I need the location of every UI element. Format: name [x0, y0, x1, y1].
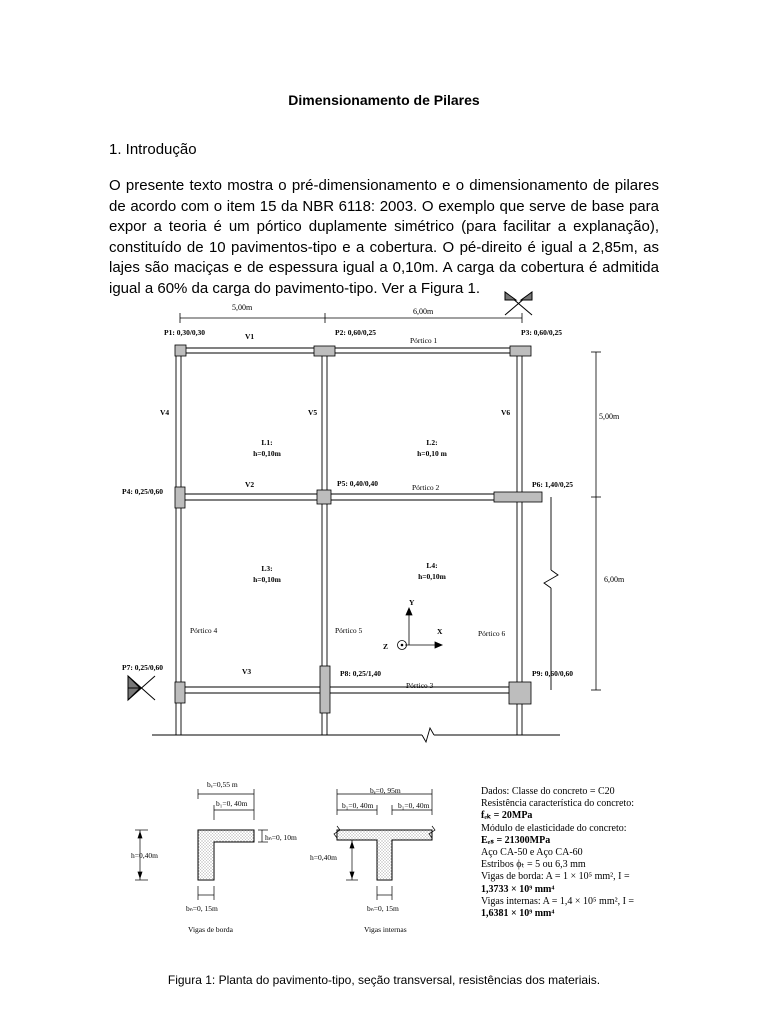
figure-caption: Figura 1: Planta do pavimento-tipo, seção transversal, resistências dos materiais.: [167, 973, 601, 987]
dim-top-right: 6,00m: [413, 307, 434, 316]
section-heading: 1. Introdução: [109, 141, 197, 158]
materials-line-7: Estribos ϕₜ = 5 ou 6,3 mm: [481, 859, 586, 871]
frame-label-5: Pórtico 5: [335, 626, 363, 635]
internal-b1-right-label: b₁=0, 40m: [398, 801, 430, 810]
internal-beam-section: [310, 786, 435, 934]
materials-data: [481, 786, 641, 920]
edge-bf-label: bₑ=0,55 m: [207, 780, 238, 789]
beam-label-v4: V4: [160, 408, 170, 417]
edge-b1-label: b₁=0, 40m: [216, 799, 248, 808]
edge-hw-label: hₙ=0, 10m: [265, 833, 297, 842]
slab-l1-name: L1:: [261, 438, 273, 447]
axes-symbol: [398, 608, 443, 650]
materials-line-11: 1,6381 × 10⁹ mm⁴: [481, 908, 555, 920]
pillar-p9: [509, 682, 531, 704]
axis-x-label: X: [437, 627, 443, 636]
intro-paragraph: O presente texto mostra o pré-dimensionamento e o dimensionamento de pilares de acordo com o item 15 da NBR 6118: 2003. O exemplo que serve de base para expor a teoria é um pórtico duplamente simétrico (para facilitar a explanação), constituído de 10 pavimentos-tipo e a cobertura. O pé-direito é igual a 2,85m, as lajes são maciças e de espessura igual a 0,10m. A carga da cobertura é admitida igual a 60% da carga do pavimento-tipo. Ver a Figura 1.: [109, 177, 659, 297]
slab-l2-name: L2:: [426, 438, 438, 447]
materials-line-6: Aço CA-50 e Aço CA-60: [481, 847, 583, 859]
internal-b1-left-label: b₁=0, 40m: [342, 801, 374, 810]
pillar-p4: [175, 487, 185, 508]
slab-l2-h: h=0,10 m: [417, 449, 447, 458]
internal-section-caption: Vigas internas: [364, 925, 407, 934]
slab-l4-name: L4:: [426, 561, 438, 570]
beam-label-v2: V2: [245, 480, 255, 489]
materials-line-4: Módulo de elasticidade do concreto:: [481, 822, 627, 834]
pillar-p7: [175, 682, 185, 703]
materials-line-8: Vigas de borda: A = 1 × 10⁵ mm², I =: [481, 871, 630, 883]
materials-line-5: Eₑₛ = 21300MPa: [481, 834, 551, 846]
pillar-label-p4: P4: 0,25/0,60: [122, 487, 164, 496]
pillar-label-p1: P1: 0,30/0,30: [164, 328, 206, 337]
support-symbol-left: [128, 676, 155, 700]
pillar-label-p2: P2: 0,60/0,25: [335, 328, 377, 337]
pillar-p5: [317, 490, 331, 504]
edge-bw-label: bₙ=0, 15m: [186, 904, 218, 913]
pillar-p8: [320, 666, 330, 713]
pillar-label-p6: P6: 1,40/0,25: [532, 480, 574, 489]
materials-line-2: Resistência característica do concreto:: [481, 798, 634, 810]
materials-line-1: Dados: Classe do concreto = C20: [481, 786, 615, 797]
pillar-label-p9: P9: 0,60/0,60: [532, 669, 574, 678]
materials-line-3: fₑₖ = 20MPa: [481, 810, 533, 822]
internal-h-label: h=0,40m: [310, 853, 337, 862]
frame-label-2: Pórtico 2: [412, 483, 440, 492]
slab-l3-h: h=0,10m: [253, 575, 281, 584]
edge-beam-section: [131, 780, 297, 934]
slab-l4-h: h=0,10m: [418, 572, 446, 581]
slab-l3-name: L3:: [261, 564, 273, 573]
pillar-label-p8: P8: 0,25/1,40: [340, 669, 382, 678]
document-title: Dimensionamento de Pilares: [288, 92, 480, 108]
materials-line-9: 1,3733 × 10⁹ mm⁴: [481, 883, 555, 895]
frame-label-1: Pórtico 1: [410, 336, 438, 345]
beam-label-v3: V3: [242, 667, 252, 676]
pillar-label-p7: P7: 0,25/0,60: [122, 663, 164, 672]
beam-label-v5: V5: [308, 408, 318, 417]
dim-right-top: 5,00m: [599, 412, 620, 421]
cross-sections-drawing: [0, 770, 768, 970]
pillar-label-p5: P5: 0,40/0,40: [337, 479, 379, 488]
dim-top-left: 5,00m: [232, 303, 253, 312]
internal-bf-label: bₑ=0, 95m: [370, 786, 401, 795]
axis-y-label: Y: [409, 598, 415, 607]
frame-label-6: Pórtico 6: [478, 629, 506, 638]
pillar-p3: [510, 346, 531, 356]
axis-z-label: Z: [383, 642, 389, 651]
internal-bw-label: bₙ=0, 15m: [367, 904, 399, 913]
beam-label-v6: V6: [501, 408, 511, 417]
support-symbol-top: [505, 292, 532, 315]
pillar-p2: [314, 346, 335, 356]
pillar-p1: [175, 345, 186, 356]
dim-right-bottom: 6,00m: [604, 575, 625, 584]
pillar-p6: [494, 492, 542, 502]
slab-l1-h: h=0,10m: [253, 449, 281, 458]
frame-label-3: Pórtico 3: [406, 681, 434, 690]
frame-label-4: Pórtico 4: [190, 626, 218, 635]
beam-label-v1: V1: [245, 332, 255, 341]
pillar-label-p3: P3: 0,60/0,25: [521, 328, 563, 337]
edge-h-label: h=0,40m: [131, 851, 158, 860]
materials-line-10: Vigas internas: A = 1,4 × 10⁵ mm², I =: [481, 895, 635, 907]
edge-section-caption: Vigas de borda: [188, 925, 233, 934]
